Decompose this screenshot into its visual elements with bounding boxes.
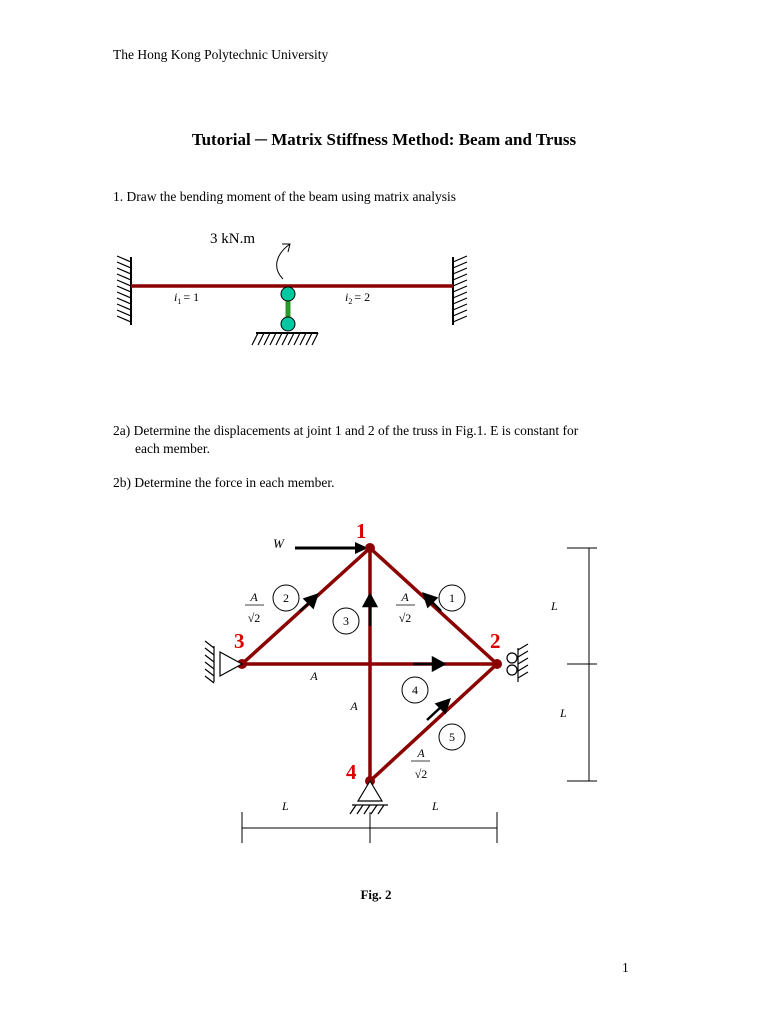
joint-label-3: 3 [234,629,245,653]
member-number-3: 3 [343,614,349,628]
member-number-4: 4 [412,683,418,697]
figure-caption: Fig. 2 [360,887,392,902]
joint-label-1: 1 [356,519,367,543]
question-1-text: 1. Draw the bending moment of the beam using matrix analysis [113,189,457,204]
member-1-arrow-icon [424,594,441,611]
page-title: Tutorial ─ Matrix Stiffness Method: Beam and Truss [191,130,577,149]
stiffness-label-1: $i_1 = 1$ [174,290,200,306]
member-number-5: 5 [449,730,455,744]
member-number-2: 2 [283,591,289,605]
page-number: 1 [622,960,629,975]
stiffness-label-2: $i_2 = 2$ [345,290,371,306]
area-label-member-5-numerator: A [417,746,425,760]
load-arrow-icon [295,542,368,554]
dimension-label-vertical-upper: L [551,599,558,613]
institution-header: The Hong Kong Polytechnic University [113,47,329,62]
area-label-member-4: A [310,669,318,683]
area-label-member-2-denominator: √2 [247,611,261,625]
truss-member-5 [370,664,497,781]
member-number-1: 1 [449,591,455,605]
question-2b-text: 2b) Determine the force in each member. [113,475,335,490]
horizontal-dimension [242,812,497,843]
question-2a-line-1: 2a) Determine the displacements at joint 1 and 2 of the truss in Fig.1. E is constant for [113,423,579,438]
roller-support-joint-2 [507,644,528,682]
joint-label-4: 4 [346,760,357,784]
joint-2 [492,659,502,669]
member-4-arrow-icon [413,658,444,670]
dimension-label-horizontal-left: L [282,799,289,813]
area-label-member-1-numerator: A [401,590,409,604]
area-label-member-2-numerator: A [250,590,258,604]
truss-member-1 [370,548,497,664]
member-3-arrow-icon [364,595,376,626]
dimension-label-horizontal-right: L [432,799,439,813]
load-label: W [273,536,284,551]
dimension-label-vertical-lower: L [560,706,567,720]
pin-support-joint-4 [350,781,388,814]
joint-1 [365,543,375,553]
area-label-member-1-denominator: √2 [398,611,412,625]
question-2a-line-2: each member. [135,441,210,456]
joint-label-2: 2 [490,629,501,653]
moment-label: 3 kN.m [210,231,255,247]
area-label-member-5-denominator: √2 [414,767,428,781]
area-label-member-3: A [350,699,358,713]
vertical-dimension [567,548,597,781]
member-2-arrow-icon [300,595,317,611]
